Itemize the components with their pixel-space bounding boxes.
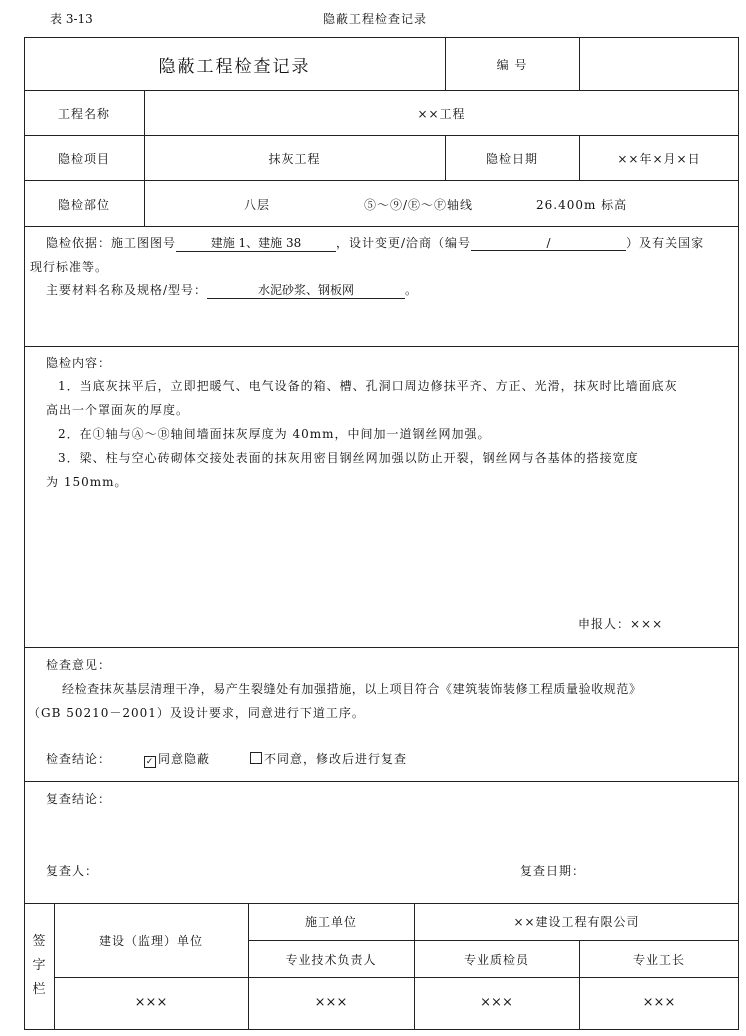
agree-label: 同意隐蔽 xyxy=(158,752,211,766)
basis-suffix-2: 现行标准等。 xyxy=(30,260,109,274)
date-label: 隐检日期 xyxy=(485,152,538,166)
reporter: 申报人：××× xyxy=(578,617,664,631)
disagree-option[interactable] xyxy=(250,750,407,767)
supervision-unit-label: 建设（监理）单位 xyxy=(98,934,203,948)
inspection-line-1: 经检查抹灰基层清理干净，易产生裂缝处有加强措施，以上项目符合《建筑装饰装修工程质量验收规范》 xyxy=(62,682,642,696)
number-label: 编 号 xyxy=(496,58,528,72)
content-item-1a: 1．当底灰抹平后，立即把暖气、电气设备的箱、槽、孔洞口周边修抹平齐、方正、光滑，抹灰时比墙面底灰 xyxy=(58,379,678,393)
basis-prefix: 隐检依据：施工图图号 xyxy=(46,236,177,250)
location-floor: 八层 xyxy=(244,198,271,212)
quality-inspector-label: 专业质检员 xyxy=(463,953,529,967)
form-title: 隐蔽工程检查记录 xyxy=(158,57,311,77)
content-item-3b: 为 150mm。 xyxy=(46,475,128,489)
project-name-value: ××工程 xyxy=(417,107,466,121)
recheck-person-label: 复查人： xyxy=(46,864,99,878)
date-value: ××年×月×日 xyxy=(617,152,701,166)
location-elevation: 26.400m 标高 xyxy=(536,198,628,212)
project-name-label: 工程名称 xyxy=(57,107,110,121)
item-value: 抹灰工程 xyxy=(268,152,321,166)
agree-checkbox[interactable]: ✓ xyxy=(145,757,155,767)
content-label: 隐检内容： xyxy=(46,356,112,370)
tech-lead-label: 专业技术负责人 xyxy=(285,953,377,967)
basis-suffix: ）及有关国家 xyxy=(626,236,705,250)
sig-col-char-2: 字 xyxy=(32,958,46,973)
signature-column-label xyxy=(24,930,54,1002)
drawing-numbers: 建施 1、建施 38 xyxy=(176,234,336,252)
recheck-label: 复查结论： xyxy=(46,792,112,806)
content-item-1b: 高出一个罩面灰的厚度。 xyxy=(46,403,190,417)
construction-unit-label: 施工单位 xyxy=(304,915,357,929)
material-value: 水泥砂浆、钢板网 xyxy=(207,281,405,299)
location-axis: ⑤～⑨/Ⓔ～Ⓕ轴线 xyxy=(364,198,474,212)
agree-option[interactable] xyxy=(144,750,210,768)
material-end: 。 xyxy=(405,283,419,297)
content-item-2: 2．在①轴与Ⓐ～Ⓑ轴间墙面抹灰厚度为 40mm，中间加一道钢丝网加强。 xyxy=(58,427,491,441)
basis-mid: ，设计变更/洽商（编号 xyxy=(336,236,472,250)
material-line xyxy=(46,281,418,299)
change-number: / xyxy=(471,236,626,251)
item-label: 隐检项目 xyxy=(57,152,110,166)
conclusion-label: 检查结论： xyxy=(46,752,112,766)
foreman-label: 专业工长 xyxy=(632,953,685,967)
doc-title: 隐蔽工程检查记录 xyxy=(323,12,428,26)
sig-col-char-3: 栏 xyxy=(32,982,46,997)
quality-signature: ××× xyxy=(480,995,513,1010)
supervision-signature: ××× xyxy=(134,995,168,1010)
form-table xyxy=(24,37,739,1030)
table-number: 表 3-13 xyxy=(50,12,93,26)
tech-lead-signature: ××× xyxy=(314,995,348,1010)
construction-company: ××建设工程有限公司 xyxy=(513,915,640,929)
disagree-checkbox[interactable] xyxy=(250,752,262,764)
sig-col-char-1: 签 xyxy=(32,934,46,949)
inspection-label: 检查意见： xyxy=(46,658,112,672)
recheck-date-label: 复查日期： xyxy=(520,864,586,878)
material-label: 主要材料名称及规格/型号： xyxy=(46,283,208,297)
foreman-signature: ××× xyxy=(642,995,676,1010)
basis-line xyxy=(46,234,704,252)
disagree-label: 不同意，修改后进行复查 xyxy=(264,752,408,766)
content-item-3a: 3．梁、柱与空心砖砌体交接处表面的抹灰用密目钢丝网加强以防止开裂，钢丝网与各基体的搭接宽度 xyxy=(58,451,639,465)
inspection-line-2: （GB 50210－2001）及设计要求，同意进行下道工序。 xyxy=(28,706,365,720)
location-label: 隐检部位 xyxy=(57,198,110,212)
